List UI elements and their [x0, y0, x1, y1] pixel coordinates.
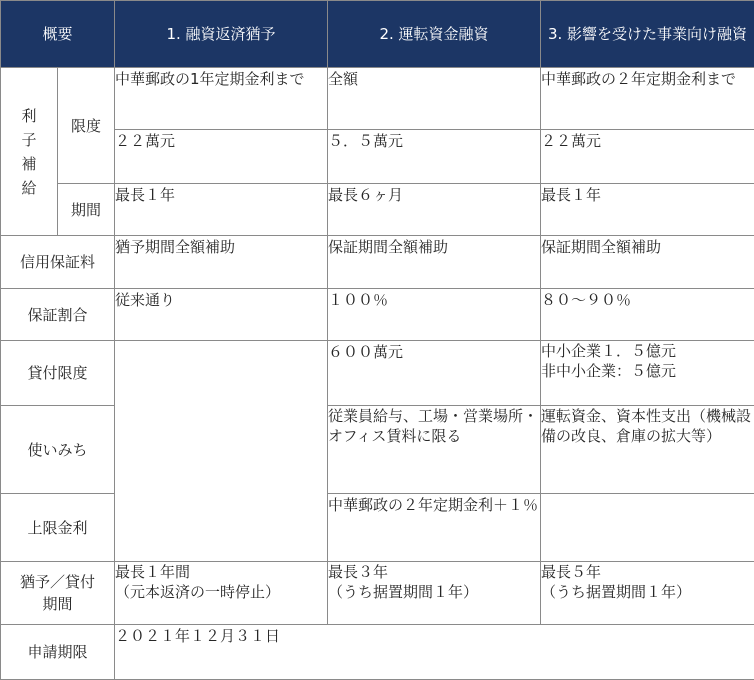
cell-guarantee-fee-col3: 保証期間全額補助	[541, 236, 754, 289]
row-period	[1, 184, 754, 236]
cell-col1-empty	[115, 341, 328, 562]
row-usage	[1, 406, 754, 494]
cell-deadline: ２０２１年１２月３１日	[115, 625, 754, 680]
row-deadline	[1, 625, 754, 680]
row-max-rate	[1, 494, 754, 562]
cell-max-rate-col2: 中華郵政の２年定期金利＋１％	[328, 494, 541, 562]
cell-loan-limit-col3: 中小企業１．５億元 非中小企業：５億元	[541, 341, 754, 406]
cell-limit-rate-col2: 全額	[328, 68, 541, 130]
cell-limit-amount-col2: ５．５萬元	[328, 130, 541, 184]
label-deadline: 申請期限	[1, 625, 115, 680]
cell-guarantee-fee-col1: 猶予期間全額補助	[115, 236, 328, 289]
cell-limit-rate-col3: 中華郵政の２年定期金利まで	[541, 68, 754, 130]
cell-grace-period-col2: 最長３年 （うち据置期間１年）	[328, 562, 541, 625]
header-row	[1, 1, 754, 68]
cell-limit-amount-col3: ２２萬元	[541, 130, 754, 184]
header-col-2: 2. 運転資金融資	[328, 1, 541, 68]
cell-usage-col2: 従業員給与、工場・営業場所・オフィス賃料に限る	[328, 406, 541, 494]
label-limit: 限度	[58, 68, 115, 184]
cell-grace-period-col3: 最長５年 （うち据置期間１年）	[541, 562, 754, 625]
label-guarantee-ratio: 保証割合	[1, 289, 115, 341]
cell-guarantee-ratio-col2: １００％	[328, 289, 541, 341]
row-loan-limit	[1, 341, 754, 406]
label-loan-limit: 貸付限度	[1, 341, 115, 406]
label-max-rate: 上限金利	[1, 494, 115, 562]
cell-max-rate-col3-empty	[541, 494, 754, 562]
cell-period-col2: 最長６ヶ月	[328, 184, 541, 236]
label-interest-subsidy: 利子補給	[1, 68, 58, 236]
label-guarantee-fee: 信用保証料	[1, 236, 115, 289]
cell-grace-period-col1: 最長１年間 （元本返済の一時停止）	[115, 562, 328, 625]
cell-period-col3: 最長１年	[541, 184, 754, 236]
cell-guarantee-fee-col2: 保証期間全額補助	[328, 236, 541, 289]
cell-loan-limit-col2: ６００萬元	[328, 341, 541, 406]
label-usage: 使いみち	[1, 406, 115, 494]
cell-guarantee-ratio-col1: 従来通り	[115, 289, 328, 341]
row-guarantee-fee	[1, 236, 754, 289]
cell-limit-amount-col1: ２２萬元	[115, 130, 328, 184]
cell-usage-col3: 運転資金、資本性支出（機械設備の改良、倉庫の拡大等）	[541, 406, 754, 494]
row-limit-rate	[1, 68, 754, 130]
header-col-3: 3. 影響を受けた事業向け融資	[541, 1, 754, 68]
label-grace-period: 猶予／貸付期間	[1, 562, 115, 625]
header-overview: 概要	[1, 1, 115, 68]
row-grace-period	[1, 562, 754, 625]
cell-guarantee-ratio-col3: ８０～９０％	[541, 289, 754, 341]
cell-period-col1: 最長１年	[115, 184, 328, 236]
header-col-1: 1. 融資返済猶予	[115, 1, 328, 68]
label-period: 期間	[58, 184, 115, 236]
cell-limit-rate-col1: 中華郵政の1年定期金利まで	[115, 68, 328, 130]
row-guarantee-ratio	[1, 289, 754, 341]
